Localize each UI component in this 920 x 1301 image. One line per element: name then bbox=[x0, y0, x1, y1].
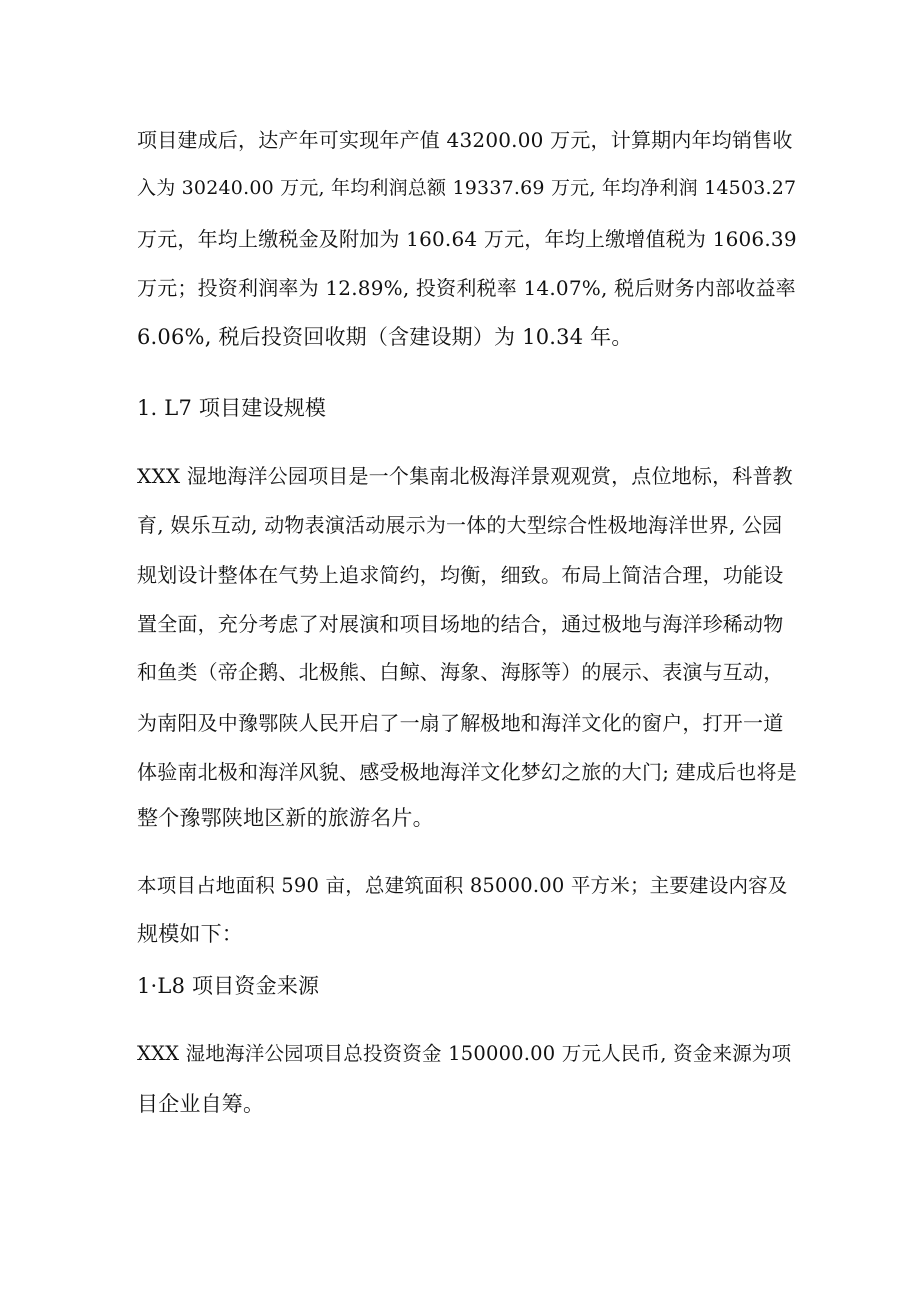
paragraph-line: 本项目占地面积 590 亩，总建筑面积 85000.00 平方米；主要建设内容及 bbox=[137, 874, 788, 897]
paragraph-line: 体验南北极和海洋风貌、感受极地海洋文化梦幻之旅的大门; 建成后也将是 bbox=[137, 760, 797, 784]
paragraph-line: XXX 湿地海洋公园项目是一个集南北极海洋景观观赏，点位地标，科普教 bbox=[137, 464, 793, 488]
paragraph-line: 6.06%, 税后投资回收期（含建设期）为 10.34 年。 bbox=[137, 325, 633, 349]
paragraph-line: 项目建成后，达产年可实现年产值 43200.00 万元，计算期内年均销售收 bbox=[137, 128, 793, 152]
paragraph-line: 为南阳及中豫鄂陕人民开启了一扇了解极地和海洋文化的窗户，打开一道 bbox=[137, 711, 784, 735]
paragraph-line: 目企业自筹。 bbox=[137, 1092, 265, 1116]
paragraph-line: 育, 娱乐互动, 动物表演活动展示为一体的大型综合性极地海洋世界, 公园 bbox=[137, 513, 783, 537]
paragraph-line: 万元，年均上缴税金及附加为 160.64 万元，年均上缴增值税为 1606.39 bbox=[137, 227, 797, 251]
paragraph-line: XXX 湿地海洋公园项目总投资资金 150000.00 万元人民币, 资金来源为项 bbox=[137, 1042, 792, 1065]
paragraph-line: 整个豫鄂陕地区新的旅游名片。 bbox=[137, 806, 434, 830]
paragraph-line: 和鱼类（帝企鹅、北极熊、白鲸、海象、海豚等）的展示、表演与互动， bbox=[137, 660, 784, 684]
paragraph-line: 万元；投资利润率为 12.89%, 投资利税率 14.07%, 税后财务内部收益率 bbox=[137, 276, 796, 300]
paragraph-line: 规模如下： bbox=[137, 922, 243, 946]
section-heading-funding-source: 1·L8 项目资金来源 bbox=[137, 974, 320, 998]
paragraph-line: 置全面，充分考虑了对展演和项目场地的结合，通过极地与海洋珍稀动物 bbox=[137, 612, 784, 636]
section-heading-construction-scale: 1. L7 项目建设规模 bbox=[137, 396, 327, 420]
paragraph-line: 规划设计整体在气势上追求简约，均衡，细致。布局上简洁合理，功能设 bbox=[137, 563, 784, 587]
paragraph-line: 入为 30240.00 万元, 年均利润总额 19337.69 万元, 年均净利润 14503.27 bbox=[137, 177, 797, 199]
